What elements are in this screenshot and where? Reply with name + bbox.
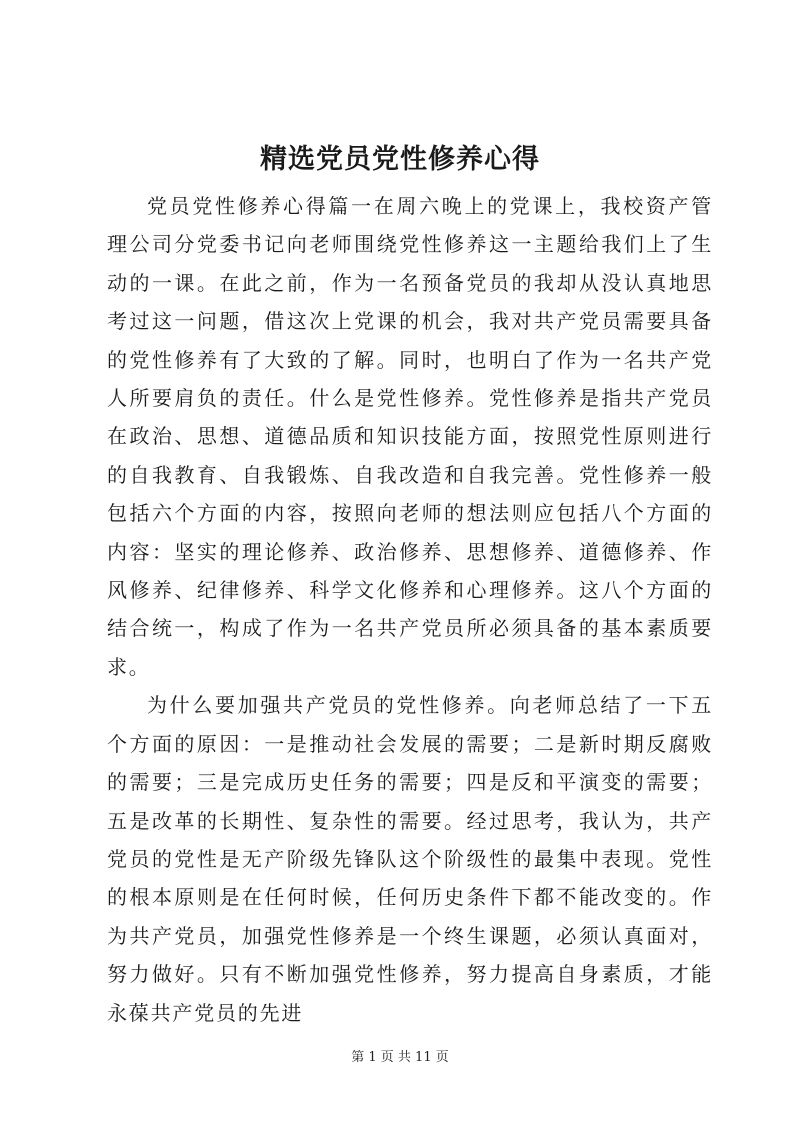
document-body [107,187,713,1032]
paragraph-1: 党员党性修养心得篇一在周六晚上的党课上，我校资产管理公司分党委书记向老师围绕党性修养这一主题给我们上了生动的一课。在此之前，作为一名预备党员的我却从没认真地思考过这一问题，借这次上党课的机会，我对共产党员需要具备的党性修养有了大致的了解。同时，也明白了作为一名共产党人所要肩负的责任。什么是党性修养。党性修养是指共产党员在政治、思想、道德品质和知识技能方面，按照党性原则进行的自我教育、自我锻炼、自我改造和自我完善。党性修养一般包括六个方面的内容，按照向老师的想法则应包括八个方面的内容：坚实的理论修养、政治修养、思想修养、道德修养、作风修养、纪律修养、科学文化修养和心理修养。这八个方面的结合统一，构成了作为一名共产党员所必须具备的基本素质要求。 [107,194,713,679]
paragraph-2: 为什么要加强共产党员的党性修养。向老师总结了一下五个方面的原因：一是推动社会发展的需要；二是新时期反腐败的需要；三是完成历史任务的需要；四是反和平演变的需要；五是改革的长期性、复杂性的需要。经过思考，我认为，共产党员的党性是无产阶级先锋队这个阶级性的最集中表现。党性的根本原则是在任何时候，任何历史条件下都不能改变的。作为共产党员，加强党性修养是一个终生课题，必须认真面对，努力做好。只有不断加强党性修养，努力提高自身素质，才能永葆共产党员的先进 [107,693,713,1025]
page-footer: 第 1 页 共 11 页 [351,1050,449,1065]
document-title: 精选党员党性修养心得 [260,144,540,175]
